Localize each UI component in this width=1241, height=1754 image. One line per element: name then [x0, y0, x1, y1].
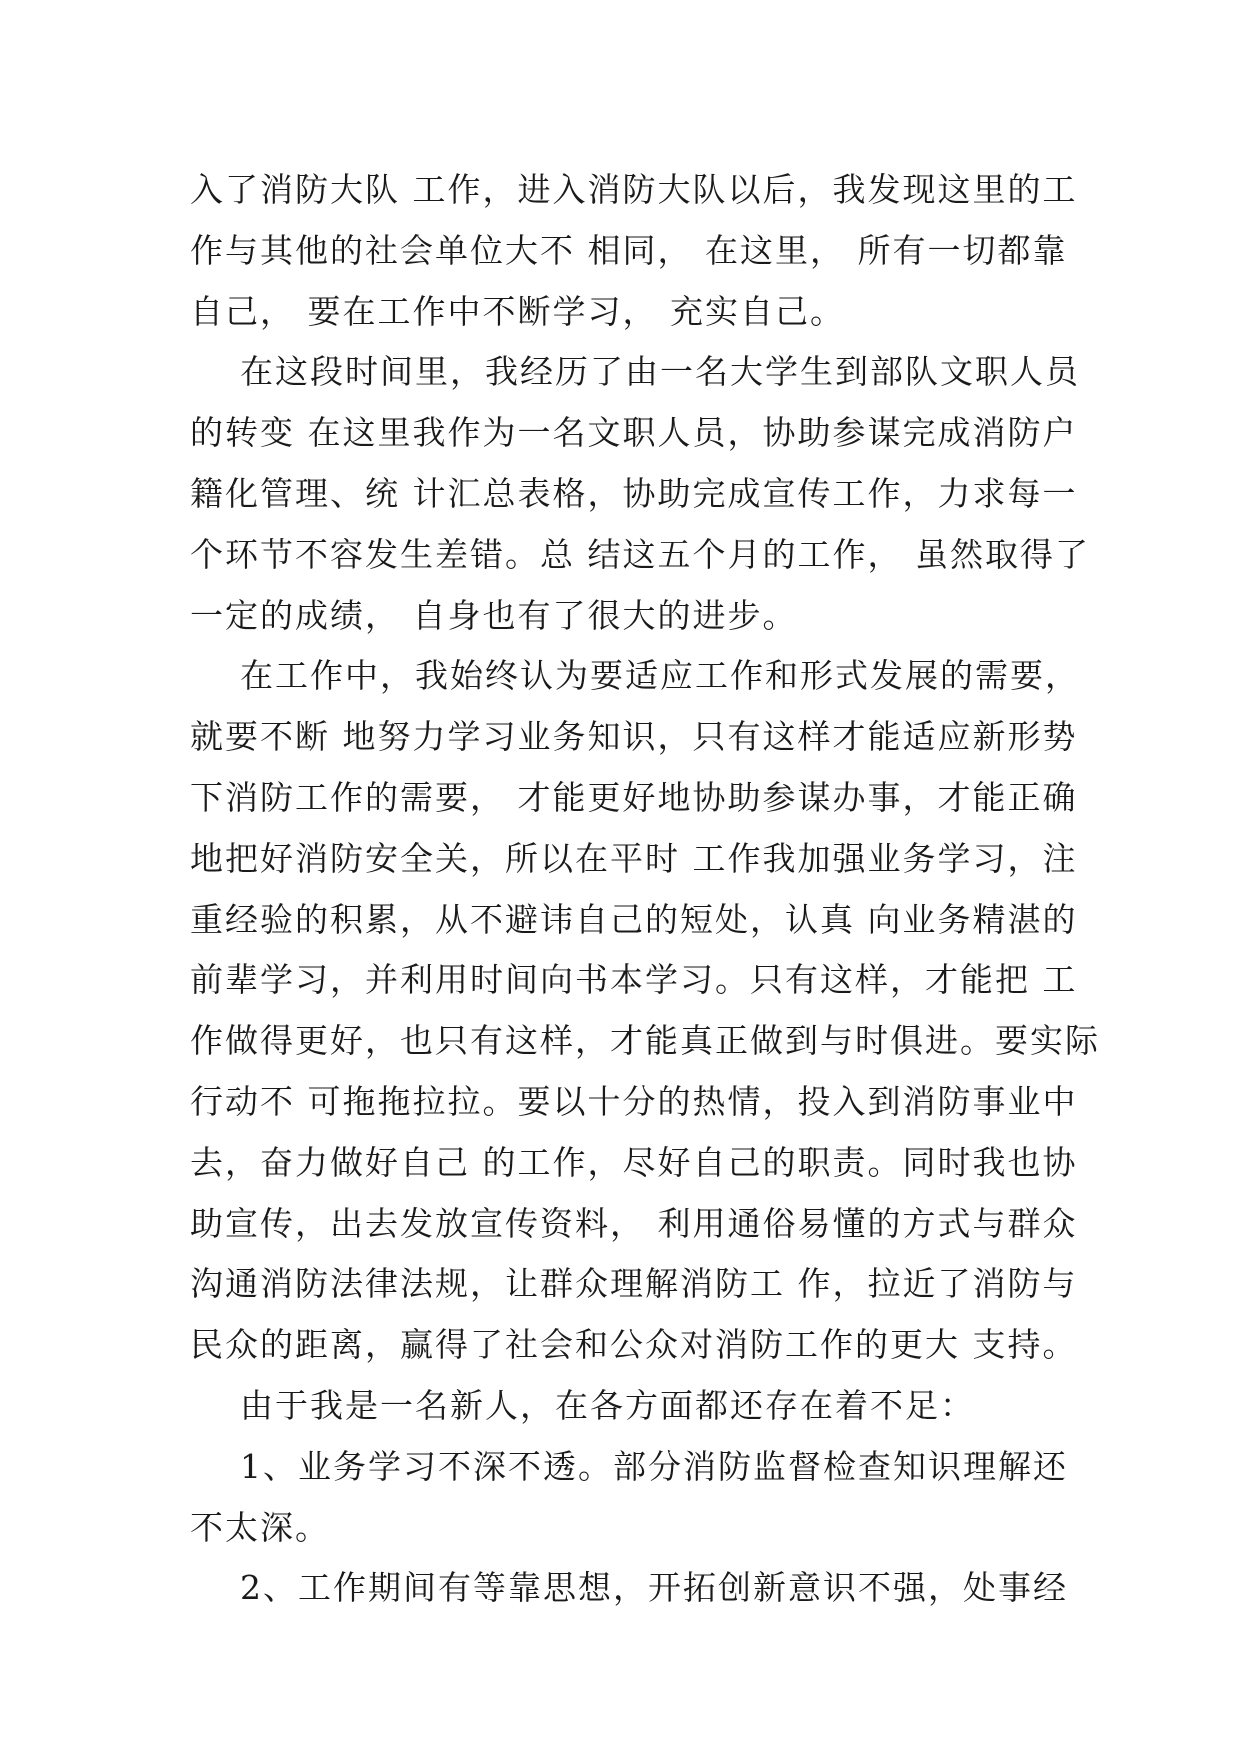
text-line: 重经验的积累，从不避讳自己的短处，认真 向业务精湛的 [190, 899, 1078, 939]
text-line: 下消防工作的需要， 才能更好地协助参谋办事，才能正确 [190, 777, 1078, 817]
text-line: 前辈学习，并利用时间向书本学习。只有这样，才能把 工 [190, 960, 1078, 1000]
text-line: 行动不 可拖拖拉拉。要以十分的热情，投入到消防事业中 [190, 1081, 1078, 1121]
text-line: 就要不断 地努力学习业务知识，只有这样才能适应新形势 [190, 717, 1078, 757]
text-line: 沟通消防法律法规，让群众理解消防工 作，拉近了消防与 [190, 1264, 1078, 1304]
text-line: 一定的成绩， 自身也有了很大的进步。 [190, 595, 798, 635]
text-line: 籍化管理、统 计汇总表格，协助完成宣传工作，力求每一 [190, 473, 1078, 513]
text-line: 2、工作期间有等靠思想，开拓创新意识不强，处事经 [190, 1568, 1068, 1608]
text-line: 在这段时间里，我经历了由一名大学生到部队文职人员 [190, 352, 1080, 392]
text-line: 民众的距离，赢得了社会和公众对消防工作的更大 支持。 [190, 1325, 1078, 1365]
text-line: 作做得更好，也只有这样，才能真正做到与时俱进。要实际 [190, 1021, 1100, 1061]
text-line: 地把好消防安全关，所以在平时 工作我加强业务学习，注 [190, 838, 1078, 878]
text-line: 作与其他的社会单位大不 相同， 在这里， 所有一切都靠 [190, 230, 1068, 270]
text-line: 的转变 在这里我作为一名文职人员，协助参谋完成消防户 [190, 413, 1078, 453]
text-line: 个环节不容发生差错。总 结这五个月的工作， 虽然取得了 [190, 534, 1090, 574]
text-line: 入了消防大队 工作，进入消防大队以后，我发现这里的工 [190, 170, 1078, 209]
body-text [190, 160, 1100, 1619]
text-line: 去，奋力做好自己 的工作，尽好自己的职责。同时我也协 [190, 1142, 1078, 1182]
text-line: 1、业务学习不深不透。部分消防监督检查知识理解还 [190, 1446, 1068, 1486]
text-line: 自己， 要在工作中不断学习， 充实自己。 [190, 291, 845, 331]
text-line: 在工作中，我始终认为要适应工作和形式发展的需要， [190, 656, 1080, 696]
text-line: 不太深。 [190, 1507, 330, 1547]
text-line: 由于我是一名新人，在各方面都还存在着不足： [190, 1385, 975, 1425]
text-line: 助宣传，出去发放宣传资料， 利用通俗易懂的方式与群众 [190, 1203, 1078, 1243]
